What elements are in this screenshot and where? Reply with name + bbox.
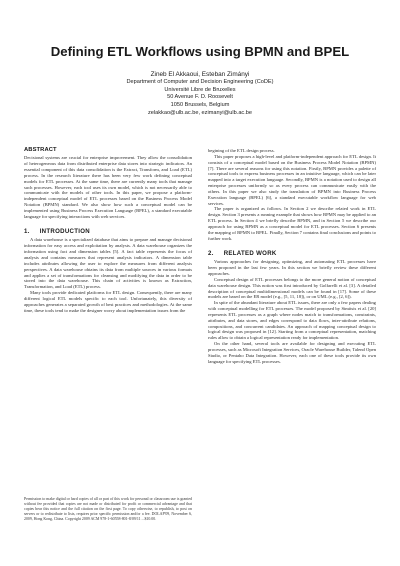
body-paragraph: This paper proposes a high-level and platform-independent approach for ETL design. It consists of a conceptual model based on the Business Process Model Notation (BPMN) [7]. There are several reasons for using this notation. Firstly, BPMN provides a palette of conceptual tools to express business processes in an intuitive language, which can be later mapped into a target execution language. Secondly, BPMN is a notation used to design all enterprise processes uniformly so as every process can communicate easily with the others. In this paper we also study the translation of BPMN into Business Process Execution language (BPEL) [6], a standard executable workflow language for web services. [208,153,376,206]
related-work-paragraph: Various approaches for designing, optimizing, and automating ETL processes have been proposed in the last few years. In this section we briefly review these different approaches. [208,259,376,277]
author-names: Zineb El Akkaoui, Esteban Zimányi [150,71,250,78]
section-number: 2. [208,249,214,257]
left-column [24,148,192,313]
section-heading-related-work [208,251,376,257]
intro-paragraph: Many tools provide dedicated platforms for ETL design. Consequently, there are many different logical ETL models specific to each tool. Unfortunately, this diversity of approaches generates a separated growth of best practices and methodologies. At the same time, these tools tend to make the designer worry about implementation issues from the [24,290,192,313]
related-work-paragraph: Conceptual design of ETL processes belongs to the more general notion of conceptual data warehouse design. This notion was first introduced by Golfarelli et al. [3]. A detailed description of conceptual multidimensional models can be found in [17]. Some of these models are based on the ER model (e.g., [5, 11, 18]), or on UML (e.g., [2, 6]). [208,276,376,300]
related-work-paragraph: In spite of the abundant literature about ETL issues, there are only a few papers dealing with conceptual modelling for ETL processes. The model proposed by Simitsis et al. [20] represents ETL processes as a graph where nodes match to transformations, constraints, attributes, and data stores, and edges correspond to data flows, inter-attribute relations, compositions, and concurrent candidates. An approach of mapping conceptual design to logical design was proposed in [12]. Starting from a conceptual representation, matching rules allow to obtain a logical representation ready for implementation. [208,300,376,341]
related-work-paragraph: On the other hand, several tools are available for designing and executing ETL processes, such as Microsoft Integration Services, Oracle Warehouse Builder, Talend Open Studio, or Pentaho Data Integration. However, each one of these tools provide its own language for specifying ETL processes. [208,341,376,364]
affiliation-line: 50 Avenue F. D. Roosevelt [167,94,233,101]
body-paragraph: The paper is organized as follows. In Section 2 we describe related work in ETL design. Section 3 presents a running example that shows how BPMN may be applied to an ETL process. In Section 4 we briefly describe BPMN, and in Section 5 we describe our approach for using BPMN as a conceptual model for ETL processes. Section 6 presents the mapping of BPMN to BPEL. Finally, Section 7 contains final conclusions and points to further work. [208,206,376,241]
abstract-text: Decisional systems are crucial for enterprise improvement. They allow the consolidation of heterogeneous data from distributed enterprise data stores into strategic indicators. An essential component of this data consolidation is the Extract, Transform, and Load (ETL) process. In the research literature there has been very few work defining conceptual models for ETL processes. At the same time, there are currently many tools that manage such processes. However, each tool uses its own model, which is not necessarily able to communicate with the models of other tools. In this paper, we propose a platform-independent conceptual model of ETL processes based on the Business Process Model Notation (BPMN) standard. We also show how such a conceptual model can be implemented using Business Process Execution Language (BPEL), a standard executable language for specifying interactions with web services. [24,155,192,219]
paper-title: Defining ETL Workflows using BPMN and BPEL [50,44,350,59]
abstract-heading: ABSTRACT [24,147,57,153]
affiliation-line: 1050 Brussels, Belgium [170,101,230,108]
right-column [208,148,376,365]
copyright-footnote [24,497,192,522]
affiliation-line: Department of Computer and Decision Engineering (CoDE) [126,79,274,86]
footnote-text: Permission to make digital or hard copies of all or part of this work for personal or classroom use is granted without fee provided that copies are not made or distributed for profit or commercial advantage and that copies bear this notice and the full citation on the first page. To copy otherwise, to republish, to post on servers or to redistribute to lists, requires prior specific permission and/or a fee. DOLAP'09, November 6, 2009, Hong Kong, China. Copyright 2009 ACM 978-1-60558-801-8/09/11 ...$10.00. [24,497,192,521]
intro-paragraph: A data warehouse is a specialized database that aims to prepare and manage decisional information for easy access and exploitation by analysts. A data warehouse organizes the information using fact and dimension tables [5]. A fact table represents the focus of analysis and contains measures that represent analysis indicators. A dimension table includes attributes allowing the user to explore the measures from different analysis perspectives. A data warehouse obtains its data from multiple sources in various formats and applies a set of transformations for cleansing and modifying the data in order to be stored into the data warehouse. This chain of activities is known as Extraction, Transformation, and Load (ETL) process. [24,237,192,290]
section-number: 1. [24,227,30,235]
section-title: RELATED WORK [223,249,277,257]
body-paragraph: begining of the ETL design process. [208,148,275,153]
author-emails: zelakkao@ulb.ac.be, ezimanyi@ulb.ac.be [147,109,253,116]
section-title: INTRODUCTION [39,227,91,235]
affiliation-line: Université Libre de Bruxelles [164,86,236,93]
section-heading-introduction [24,229,192,235]
author-block [0,71,400,117]
